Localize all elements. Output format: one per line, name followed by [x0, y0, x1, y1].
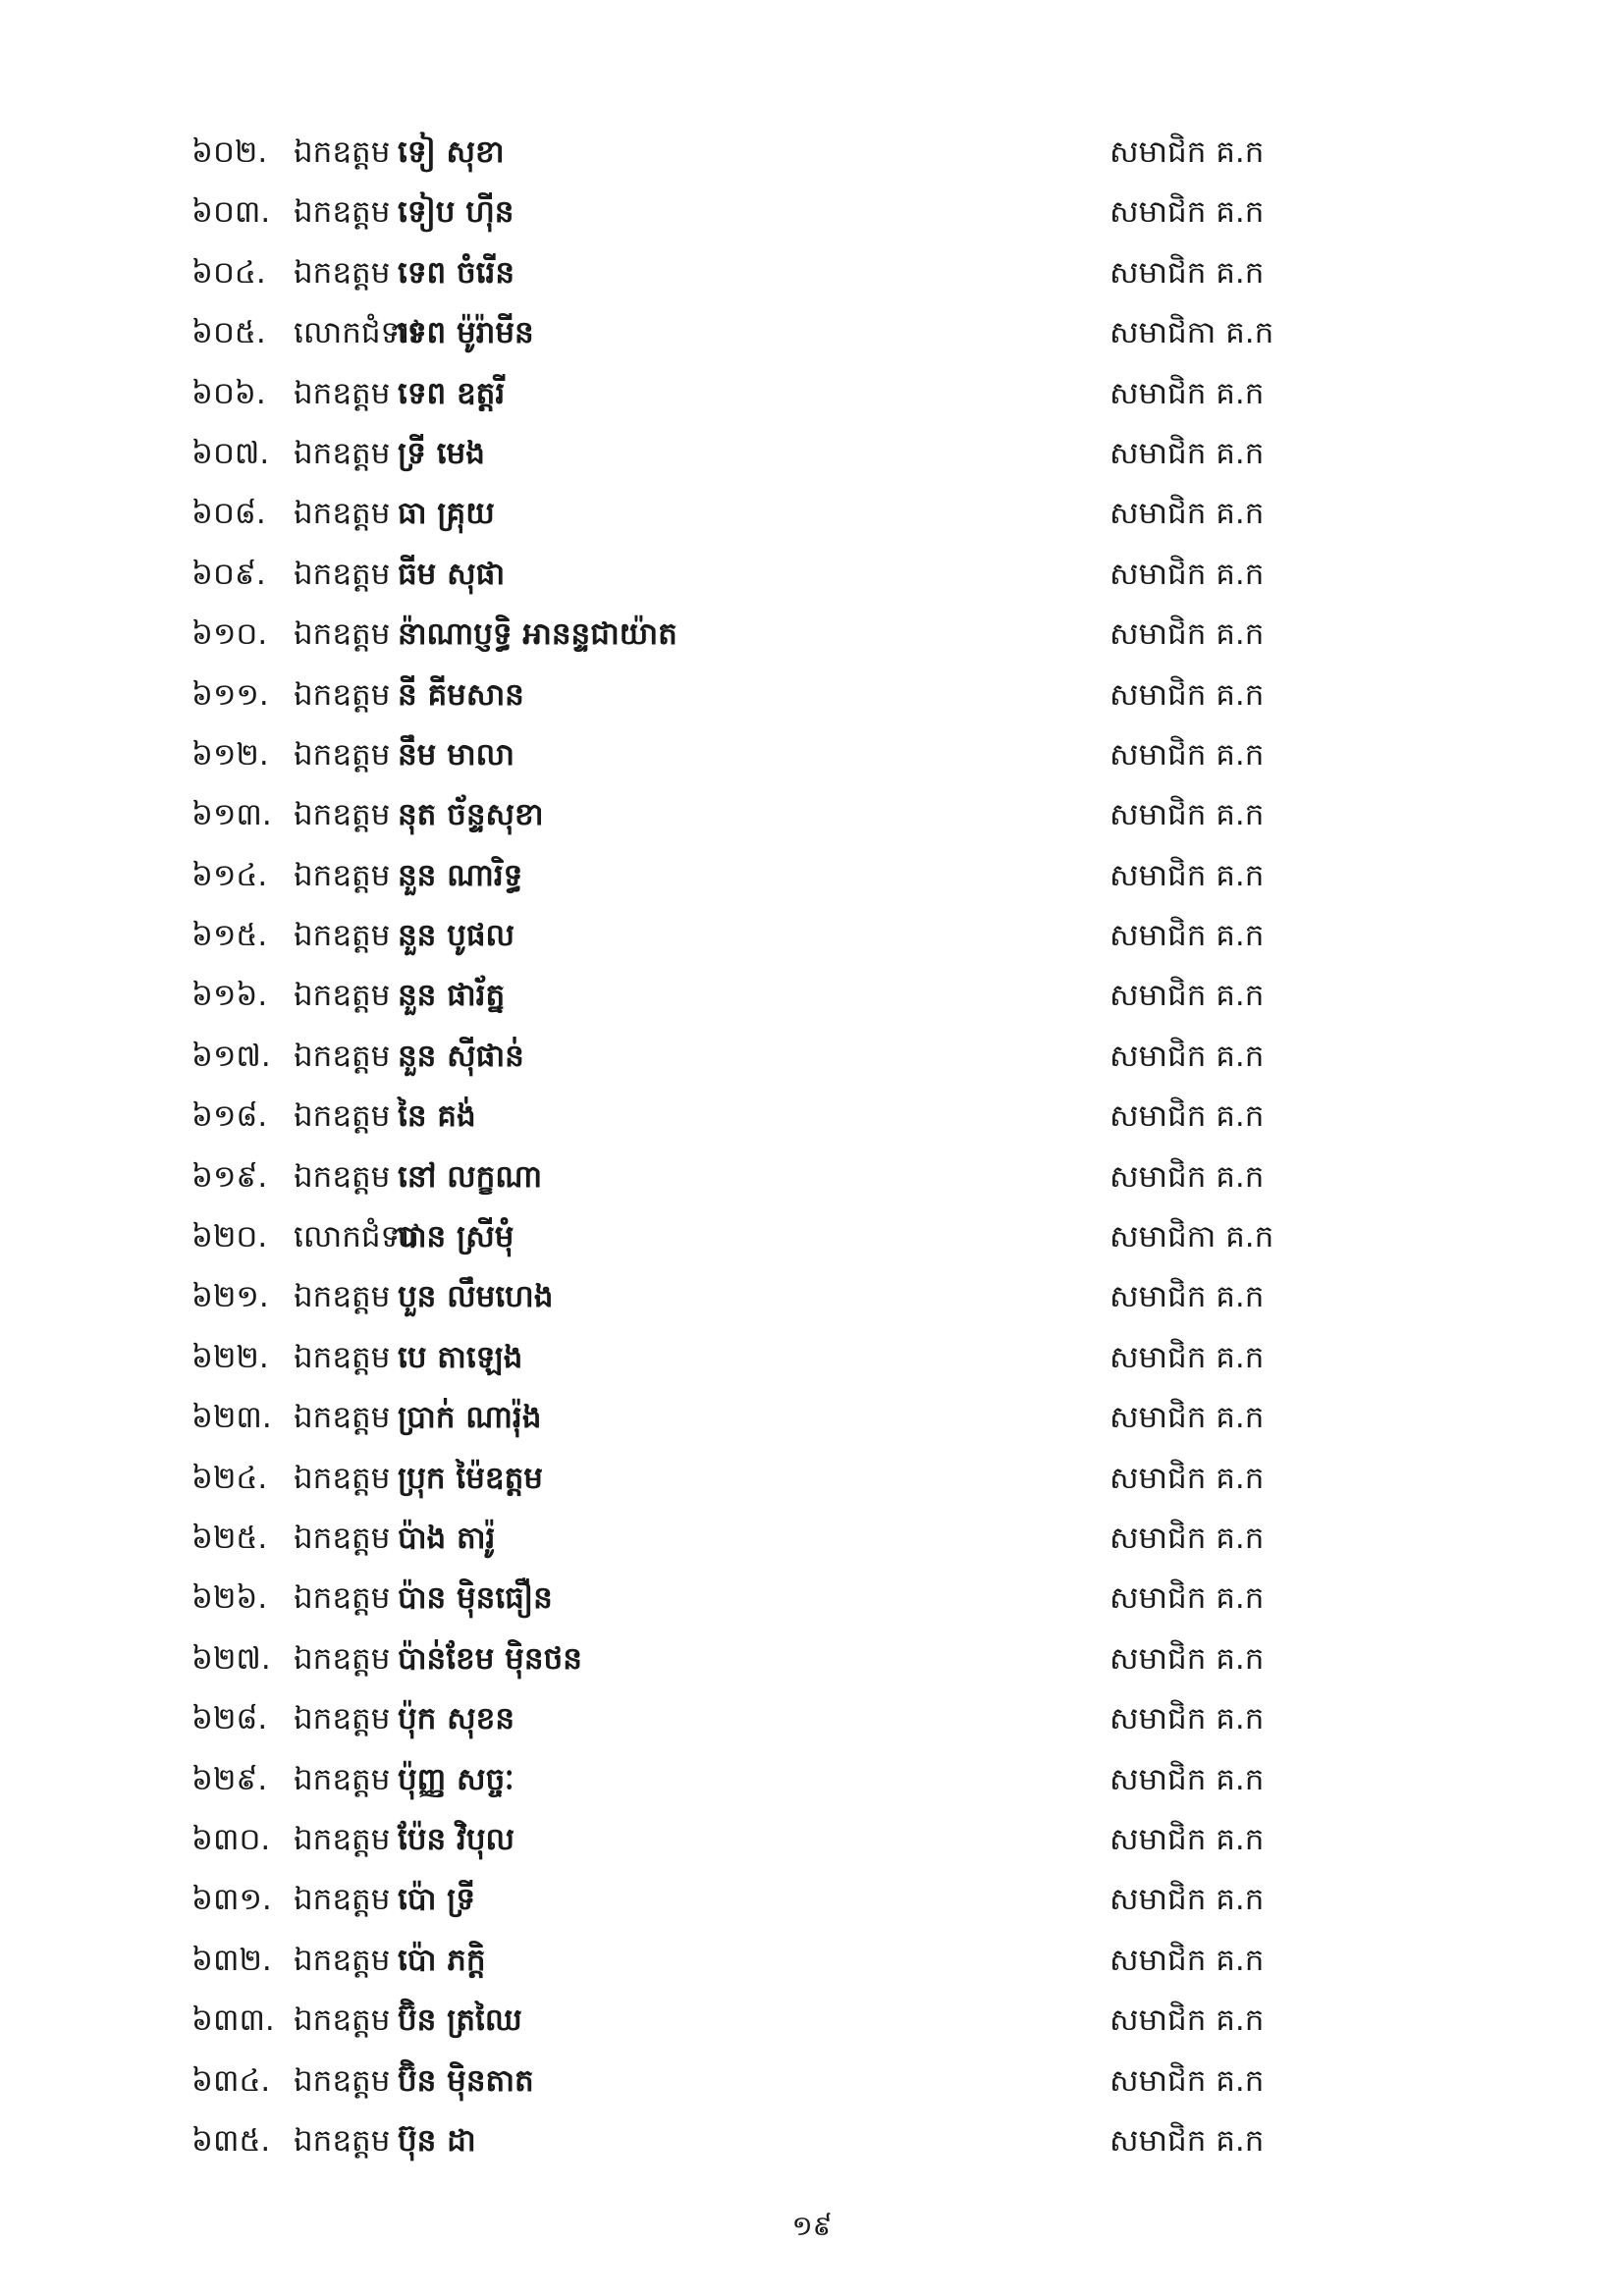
entry-role: សមាជិក គ.ក [1110, 2002, 1265, 2039]
list-item [191, 1991, 1321, 2051]
entry-name: នួន បូផល [398, 918, 515, 954]
entry-number: ៦៣១. [191, 1882, 272, 1918]
list-item [191, 2111, 1321, 2171]
entry-honorific: ឯកឧត្តម [294, 1339, 391, 1375]
entry-role: សមាជិក គ.ក [1110, 1520, 1265, 1556]
entry-number: ៦៣២. [191, 1942, 272, 1978]
list-item [191, 484, 1321, 544]
entry-role: សមាជិក គ.ក [1110, 1580, 1265, 1617]
entry-name: ទៀប ហ៊ីន [398, 194, 514, 231]
entry-number: ៦២៣. [191, 1400, 272, 1436]
entry-role: សមាជិក គ.ក [1110, 978, 1265, 1014]
entry-honorific: ឯកឧត្តម [294, 134, 391, 170]
list-item [191, 1810, 1321, 1870]
list-item [191, 1931, 1321, 1991]
entry-name: ប្រុក ម៉ៃឧត្តម [398, 1460, 543, 1496]
entry-name: នី គីមសាន [398, 676, 524, 713]
entry-number: ៦១៧. [191, 1038, 271, 1074]
entry-number: ៦២១. [191, 1279, 269, 1315]
entry-number: ៦២៤. [191, 1460, 268, 1496]
list-item [191, 183, 1321, 242]
entry-number: ៦២៦. [191, 1580, 268, 1617]
list-item [191, 666, 1321, 725]
entry-role: សមាជិក គ.ក [1110, 1400, 1265, 1436]
list-item [191, 906, 1321, 966]
entry-honorific: ឯកឧត្តម [294, 254, 391, 291]
list-item [191, 1027, 1321, 1087]
list-item [191, 1207, 1321, 1267]
list-item [191, 123, 1321, 183]
entry-honorific: ឯកឧត្តម [294, 556, 391, 592]
entry-number: ៦០៦. [191, 375, 266, 411]
entry-honorific: ឯកឧត្តម [294, 1821, 391, 1857]
entry-name: ប៉ាន់ខែម ម៉ិនថន [398, 1640, 582, 1677]
list-item [191, 846, 1321, 906]
entry-honorific: ឯកឧត្តម [294, 616, 391, 653]
entry-role: សមាជិក គ.ក [1110, 857, 1265, 893]
list-item [191, 364, 1321, 424]
entry-role: សមាជិក គ.ក [1110, 1701, 1265, 1737]
entry-name: នួន ណារិទ្ធ [398, 857, 523, 893]
entry-name: ធា គ្រុយ [398, 496, 495, 532]
entry-name: នួន ស៊ីផាន់ [398, 1038, 524, 1074]
entry-number: ៦២៩. [191, 1761, 268, 1797]
list-item [191, 1750, 1321, 1810]
entry-honorific: លោកជំទាវ [294, 315, 419, 351]
entry-name: បួន លឹមហេង [398, 1279, 554, 1315]
entry-name: នៅ លក្ខណា [398, 1158, 543, 1195]
entry-role: សមាជិក គ.ក [1110, 1460, 1265, 1496]
entry-number: ៦១៩. [191, 1158, 268, 1195]
entry-name: ប៉ុក សុខន [398, 1701, 515, 1737]
entry-honorific: លោកជំទាវ [294, 1219, 419, 1255]
entry-honorific: ឯកឧត្តម [294, 676, 391, 713]
entry-number: ៦១០. [191, 616, 268, 653]
entry-role: សមាជិក គ.ក [1110, 616, 1265, 653]
entry-role: សមាជិក គ.ក [1110, 1640, 1265, 1677]
entry-number: ៦១២. [191, 736, 269, 773]
entry-number: ៦១៥. [191, 918, 268, 954]
entry-honorific: ឯកឧត្តម [294, 1038, 391, 1074]
entry-number: ៦១៦. [191, 978, 268, 1014]
entry-name: ទេព ឧត្តរី [398, 375, 506, 411]
entry-role: សមាជិក គ.ក [1110, 918, 1265, 954]
entry-role: សមាជិក គ.ក [1110, 496, 1265, 532]
entry-name: ប៉ុញ្ញ សច្ចៈ [398, 1761, 514, 1797]
entry-role: សមាជិក គ.ក [1110, 1339, 1265, 1375]
entry-name: ប៉ោ ទ្រី [398, 1882, 476, 1918]
entry-number: ៦០២. [191, 134, 268, 170]
list-item [191, 1328, 1321, 1388]
entry-role: សមាជិក គ.ក [1110, 1038, 1265, 1074]
entry-honorific: ឯកឧត្តម [294, 1761, 391, 1797]
entry-honorific: ឯកឧត្តម [294, 1158, 391, 1195]
entry-name: ប៊ិន ត្រឈៃ [398, 2002, 522, 2039]
list-item [191, 1267, 1321, 1327]
entry-number: ៦០៨. [191, 496, 266, 532]
entry-honorific: ឯកឧត្តម [294, 918, 391, 954]
entry-role: សមាជិក គ.ក [1110, 375, 1265, 411]
entry-honorific: ឯកឧត្តម [294, 1460, 391, 1496]
entry-role: សមាជិក គ.ក [1110, 134, 1265, 170]
list-item [191, 1388, 1321, 1448]
entry-number: ៦០៥. [191, 315, 266, 351]
entry-number: ៦១៣. [191, 797, 272, 833]
entry-name: ទេព ម៉ូរ៉ាមីន [398, 315, 534, 351]
entry-honorific: ឯកឧត្តម [294, 1942, 391, 1978]
entry-name: នៃ គង់ [398, 1098, 476, 1135]
entry-honorific: ឯកឧត្តម [294, 1520, 391, 1556]
list-item [191, 966, 1321, 1026]
entry-role: សមាជិក គ.ក [1110, 797, 1265, 833]
entry-honorific: ឯកឧត្តម [294, 736, 391, 773]
entry-number: ៦៣០. [191, 1821, 271, 1857]
entry-number: ៦៣៥. [191, 2122, 271, 2159]
entry-number: ៦៣៤. [191, 2062, 271, 2099]
list-item [191, 424, 1321, 484]
entry-honorific: ឯកឧត្តម [294, 1098, 391, 1135]
list-item [191, 545, 1321, 605]
list-item [191, 1629, 1321, 1689]
entry-number: ៦០៩. [191, 556, 266, 592]
entry-name: ប៊ុន ដា [398, 2122, 476, 2159]
entry-role: សមាជិក គ.ក [1110, 1098, 1265, 1135]
list-item [191, 605, 1321, 665]
entry-name: ប៊ិន ម៉ិនតាត [398, 2062, 534, 2099]
list-item [191, 1569, 1321, 1629]
entry-role: សមាជិក គ.ក [1110, 194, 1265, 231]
list-item [191, 1689, 1321, 1749]
entry-honorific: ឯកឧត្តម [294, 496, 391, 532]
entry-honorific: ឯកឧត្តម [294, 194, 391, 231]
list-item [191, 1148, 1321, 1207]
entry-honorific: ឯកឧត្តម [294, 1400, 391, 1436]
entry-number: ៦០៧. [191, 435, 270, 471]
entry-number: ៦២២. [191, 1339, 269, 1375]
entry-honorific: ឯកឧត្តម [294, 375, 391, 411]
list-item [191, 785, 1321, 845]
entry-honorific: ឯកឧត្តម [294, 1580, 391, 1617]
entry-role: សមាជិកា គ.ក [1110, 315, 1274, 351]
entry-role: សមាជិក គ.ក [1110, 1279, 1265, 1315]
entry-name: ប្រាក់ ណារ៉ុង [398, 1400, 542, 1436]
entry-name: ន៉ាណាប្ញទ្ធិ អានន្ទជាយ៉ាត [398, 616, 677, 653]
entry-name: ទៀ សុខា [398, 134, 505, 170]
list-item [191, 1509, 1321, 1569]
entry-name: ធីម សុផា [398, 556, 506, 592]
list-item [191, 243, 1321, 303]
entry-role: សមាជិក គ.ក [1110, 1942, 1265, 1978]
entry-role: សមាជិក គ.ក [1110, 1761, 1265, 1797]
entry-name: បេ តាឡេង [398, 1339, 523, 1375]
entry-honorific: ឯកឧត្តម [294, 2122, 391, 2159]
entry-number: ៦១១. [191, 676, 269, 713]
entry-role: សមាជិក គ.ក [1110, 1882, 1265, 1918]
entry-honorific: ឯកឧត្តម [294, 1279, 391, 1315]
list-item [191, 1449, 1321, 1509]
entry-role: សមាជិក គ.ក [1110, 1158, 1265, 1195]
entry-name: ប៉ោ ភក្តិ [398, 1942, 486, 1978]
entry-name: នឹម មាលា [398, 736, 515, 773]
entry-honorific: ឯកឧត្តម [294, 1701, 391, 1737]
entry-role: សមាជិក គ.ក [1110, 435, 1265, 471]
list-item [191, 1087, 1321, 1147]
entry-number: ៦០៣. [191, 194, 271, 231]
member-list [191, 123, 1321, 2171]
entry-number: ៦២៥. [191, 1520, 268, 1556]
entry-number: ៦២០. [191, 1219, 268, 1255]
entry-name: ប៉ាន ម៉ិនធឿន [398, 1580, 553, 1617]
entry-role: សមាជិក គ.ក [1110, 2122, 1265, 2159]
entry-number: ៦២៧. [191, 1640, 271, 1677]
entry-name: ទេព ចំរើន [398, 254, 515, 291]
entry-honorific: ឯកឧត្តម [294, 857, 391, 893]
entry-number: ៦៣៣. [191, 2002, 275, 2039]
page-number: ១៩ [791, 2210, 833, 2242]
entry-role: សមាជិក គ.ក [1110, 254, 1265, 291]
entry-number: ៦១៤. [191, 857, 268, 893]
entry-number: ៦០៤. [191, 254, 266, 291]
entry-name: បាន ស្រីមុំ [398, 1219, 514, 1255]
entry-honorific: ឯកឧត្តម [294, 1882, 391, 1918]
entry-honorific: ឯកឧត្តម [294, 2062, 391, 2099]
entry-name: ប៉ាង តារ៉ូ [398, 1520, 496, 1556]
list-item [191, 303, 1321, 363]
entry-role: សមាជិក គ.ក [1110, 676, 1265, 713]
entry-honorific: ឯកឧត្តម [294, 2002, 391, 2039]
entry-role: សមាជិកា គ.ក [1110, 1219, 1274, 1255]
entry-number: ៦១៨. [191, 1098, 268, 1135]
entry-role: សមាជិក គ.ក [1110, 2062, 1265, 2099]
entry-number: ៦២៨. [191, 1701, 268, 1737]
entry-role: សមាជិក គ.ក [1110, 736, 1265, 773]
list-item [191, 2052, 1321, 2111]
entry-honorific: ឯកឧត្តម [294, 797, 391, 833]
entry-name: ប៉ែន វិបុល [398, 1821, 515, 1857]
entry-name: នួន ផារ័ត្ន [398, 978, 506, 1014]
entry-name: នុត ច័ន្ទសុខា [398, 797, 544, 833]
entry-honorific: ឯកឧត្តម [294, 1640, 391, 1677]
list-item [191, 1870, 1321, 1930]
entry-honorific: ឯកឧត្តម [294, 978, 391, 1014]
entry-role: សមាជិក គ.ក [1110, 556, 1265, 592]
entry-role: សមាជិក គ.ក [1110, 1821, 1265, 1857]
entry-honorific: ឯកឧត្តម [294, 435, 391, 471]
list-item [191, 725, 1321, 785]
entry-name: ទ្រី មេង [398, 435, 485, 471]
